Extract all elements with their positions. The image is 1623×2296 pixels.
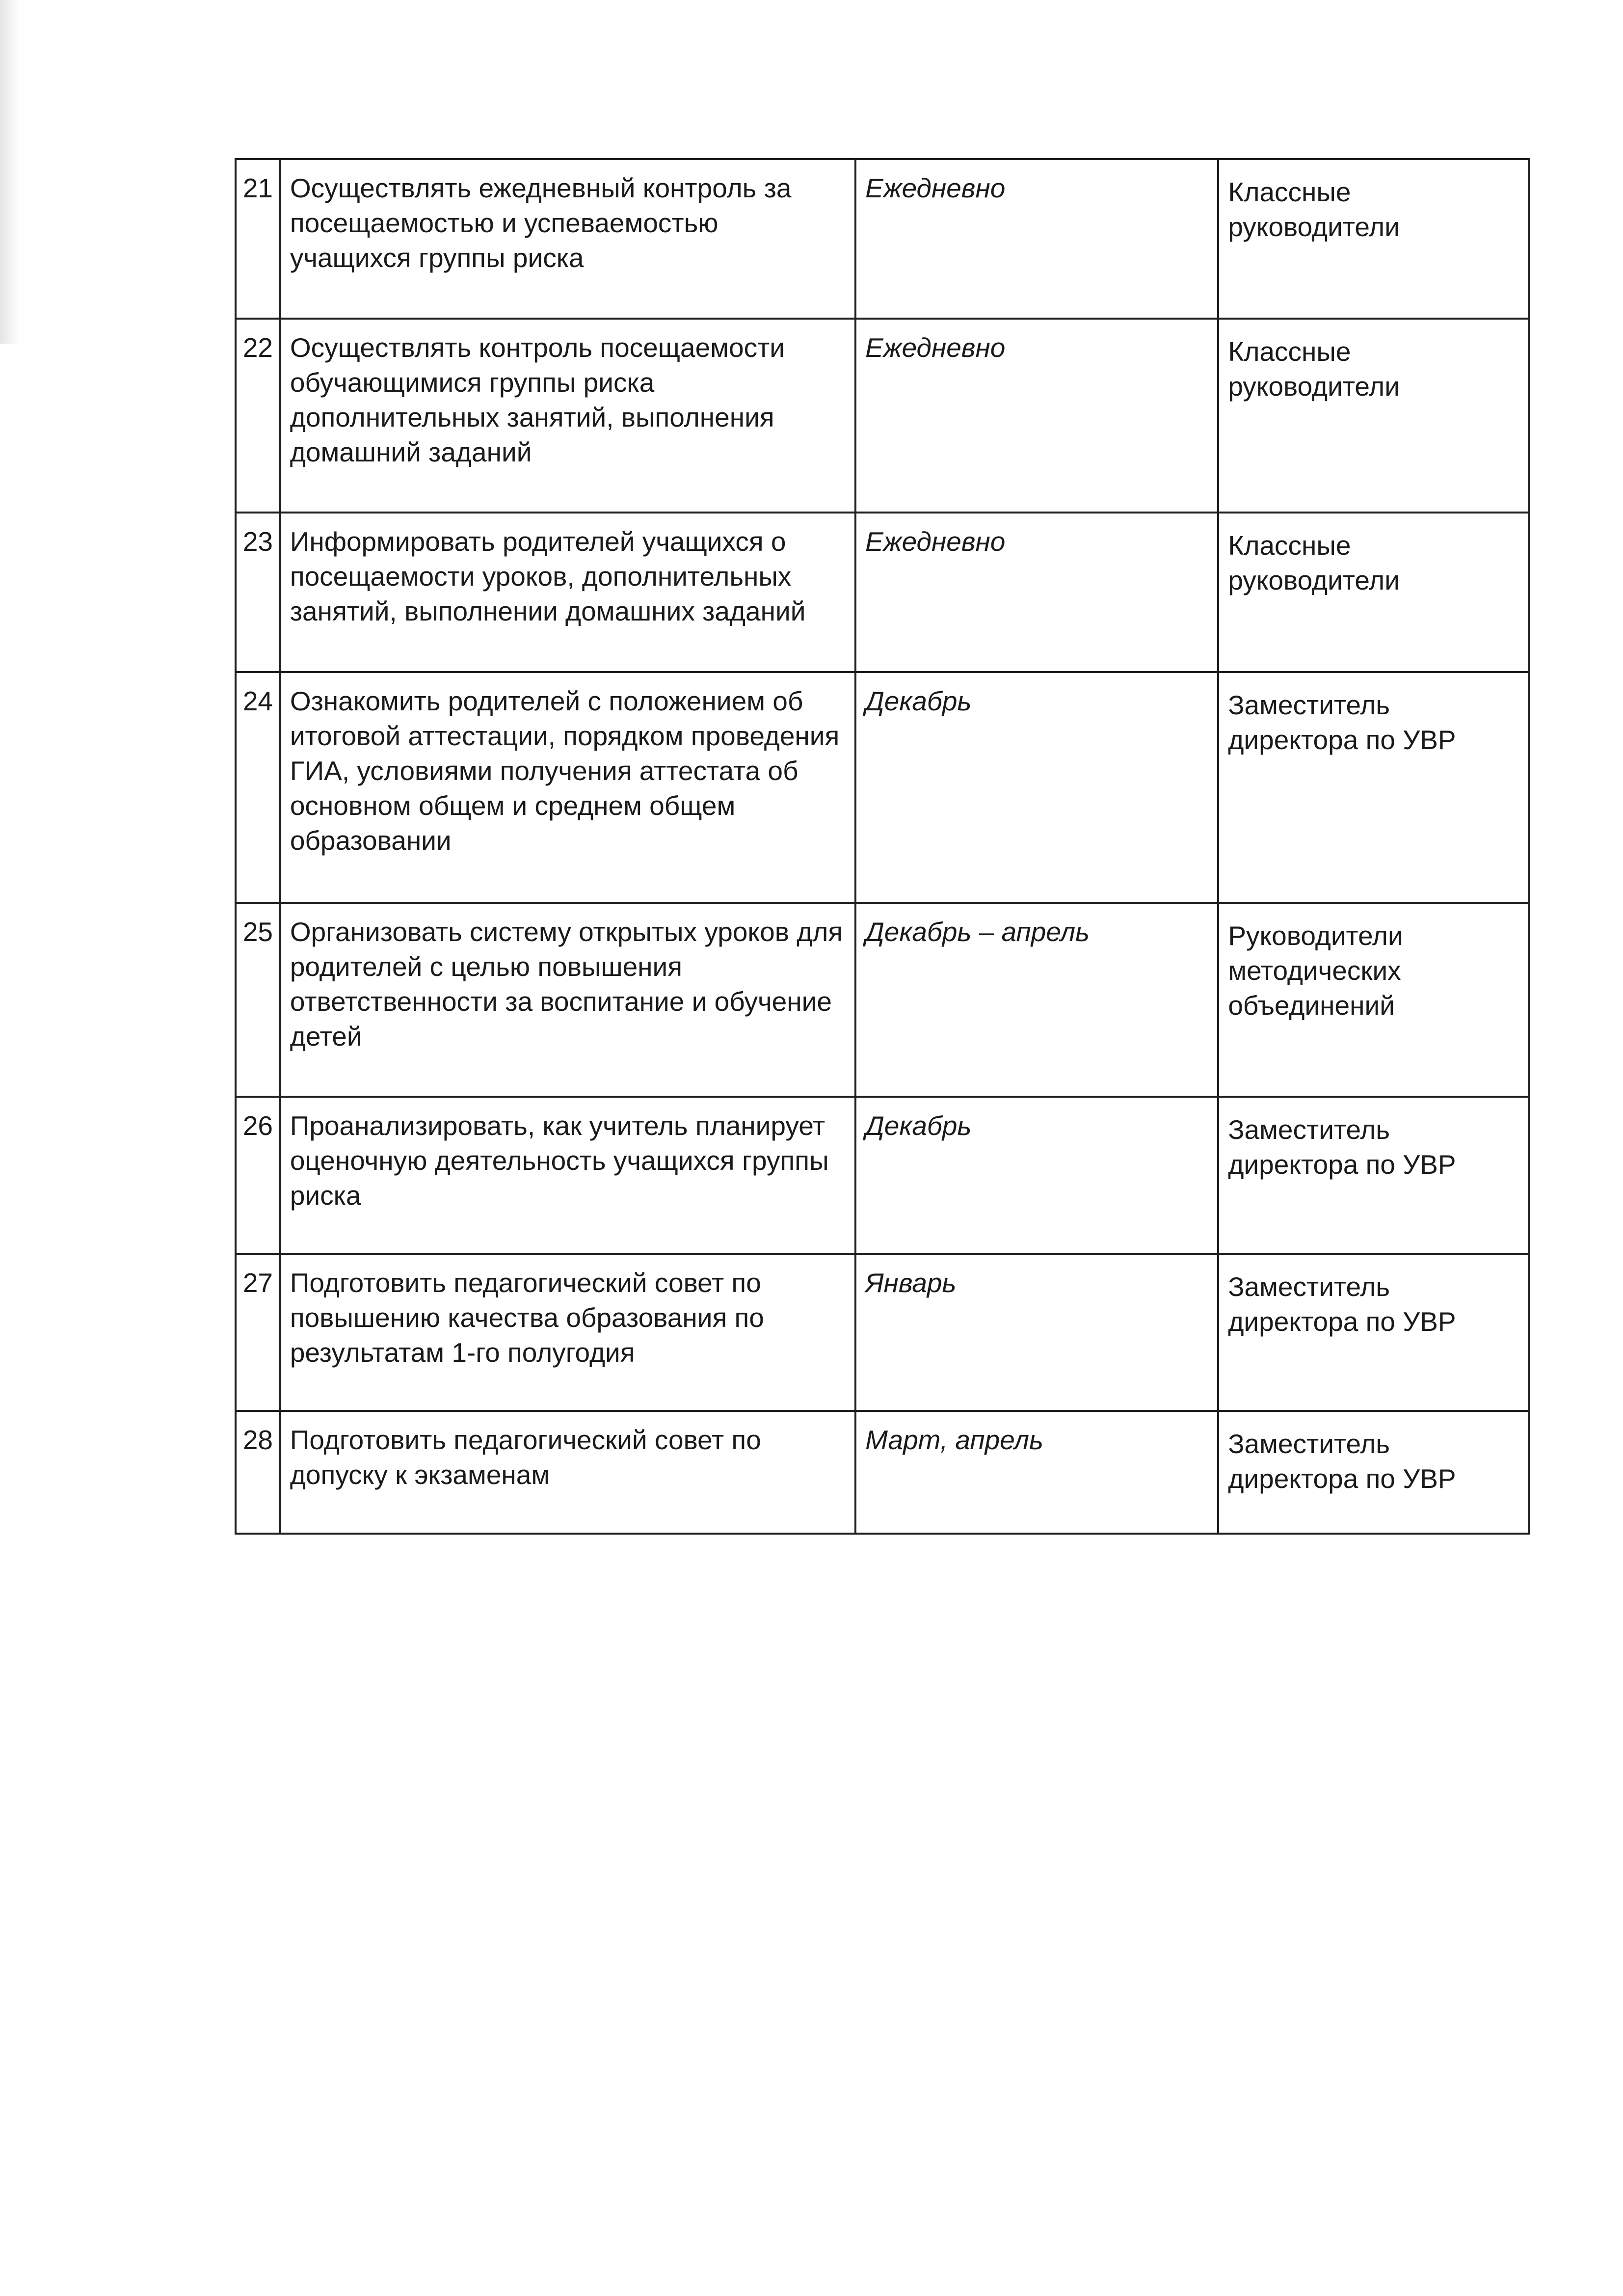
row-number: 26 <box>236 1097 280 1254</box>
row-number: 22 <box>236 319 280 513</box>
responsible-text: Классные руководители <box>1218 319 1529 513</box>
row-number: 28 <box>236 1411 280 1534</box>
timing-text: Ежедневно <box>855 319 1218 513</box>
timing-text: Декабрь – апрель <box>855 903 1218 1097</box>
table-row <box>236 903 1529 1097</box>
responsible-text: Заместитель директора по УВР <box>1218 672 1529 903</box>
table-row <box>236 672 1529 903</box>
responsible-text: Руководители методических объединений <box>1218 903 1529 1097</box>
timing-text: Январь <box>855 1254 1218 1411</box>
table-row <box>236 1254 1529 1411</box>
row-number: 27 <box>236 1254 280 1411</box>
task-text: Осуществлять ежедневный контроль за посещаемостью и успеваемостью учащихся группы риска <box>280 159 855 319</box>
task-text: Ознакомить родителей с положением об итоговой аттестации, порядком проведения ГИА, условиями получения аттестата об основном общем и среднем общем образовании <box>280 672 855 903</box>
scan-edge-shadow <box>0 0 20 344</box>
responsible-text: Заместитель директора по УВР <box>1218 1411 1529 1534</box>
table-row <box>236 1411 1529 1534</box>
table-row <box>236 159 1529 319</box>
timing-text: Декабрь <box>855 1097 1218 1254</box>
responsible-text: Классные руководители <box>1218 513 1529 672</box>
task-text: Осуществлять контроль посещаемости обучающимися группы риска дополнительных занятий, выполнения домашний заданий <box>280 319 855 513</box>
responsible-text: Заместитель директора по УВР <box>1218 1097 1529 1254</box>
table-row <box>236 1097 1529 1254</box>
row-number: 23 <box>236 513 280 672</box>
task-text: Подготовить педагогический совет по повышению качества образования по результатам 1-го полугодия <box>280 1254 855 1411</box>
task-text: Информировать родителей учащихся о посещаемости уроков, дополнительных занятий, выполнении домашних заданий <box>280 513 855 672</box>
row-number: 21 <box>236 159 280 319</box>
table-row <box>236 513 1529 672</box>
row-number: 24 <box>236 672 280 903</box>
responsible-text: Классные руководители <box>1218 159 1529 319</box>
timing-text: Март, апрель <box>855 1411 1218 1534</box>
timing-text: Декабрь <box>855 672 1218 903</box>
task-text: Проанализировать, как учитель планирует оценочную деятельность учащихся группы риска <box>280 1097 855 1254</box>
timing-text: Ежедневно <box>855 159 1218 319</box>
task-text: Подготовить педагогический совет по допуску к экзаменам <box>280 1411 855 1534</box>
row-number: 25 <box>236 903 280 1097</box>
action-plan-table <box>235 158 1530 1535</box>
table-row <box>236 319 1529 513</box>
timing-text: Ежедневно <box>855 513 1218 672</box>
responsible-text: Заместитель директора по УВР <box>1218 1254 1529 1411</box>
task-text: Организовать систему открытых уроков для родителей с целью повышения ответственности за воспитание и обучение детей <box>280 903 855 1097</box>
